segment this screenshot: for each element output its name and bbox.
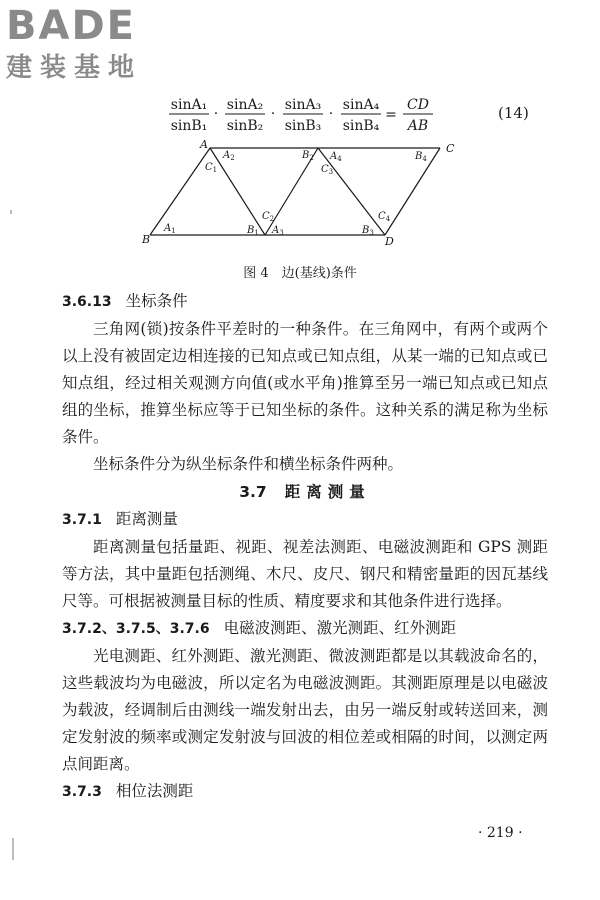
- angle-b1-label: $B_1$: [247, 225, 259, 237]
- edge-q-d: [318, 148, 385, 235]
- watermark-logo: [6, 4, 142, 84]
- page-body: [62, 288, 548, 806]
- eq-rhs-denominator: AB: [407, 118, 429, 134]
- angle-c1-label: $C_1$: [205, 162, 218, 174]
- eq-term-2-denominator: sinB₂: [226, 118, 264, 134]
- heading-3-7-3: [62, 778, 548, 806]
- eq-dot-1: ·: [213, 106, 219, 122]
- eq-rhs-numerator: CD: [407, 97, 429, 113]
- paragraph-distance-measurement: 距离测量包括量距、视距、视差法测距、电磁波测距和 GPS 测距等方法，其中量距包括测绳、木尺、皮尺、钢尺和精密量距的因瓦基线尺等。可根据被测量目标的性质、精度要求和其他条件进行选择。: [62, 538, 548, 610]
- eq-term-4-numerator: sinA₄: [342, 97, 380, 113]
- page-number: · 219 ·: [478, 825, 523, 841]
- eq-term-3-numerator: sinA₃: [284, 97, 322, 113]
- eq-term-1-denominator: sinB₁: [170, 118, 208, 134]
- angle-b3-label: $B_3$: [362, 225, 374, 237]
- eq-term-1-numerator: sinA₁: [170, 97, 208, 113]
- angle-a2-label: $A_2$: [223, 150, 235, 162]
- eq-term-4-denominator: sinB₄: [342, 118, 380, 134]
- heading-3-7-2: [62, 615, 548, 643]
- eq-dot-2: ·: [270, 106, 276, 122]
- angle-c4-label: $C_4$: [378, 211, 391, 223]
- heading-number: 3.6.13: [62, 294, 112, 310]
- eq-term-2-numerator: sinA₂: [226, 97, 264, 113]
- eq-term-3-denominator: sinB₃: [284, 118, 322, 134]
- logo-wordmark: BADE: [6, 3, 136, 49]
- angle-c3-label: $C_3$: [321, 164, 334, 176]
- edge-d-c: [385, 148, 440, 235]
- paragraph-coordinate-condition: 三角网(锁)按条件平差时的一种条件。在三角网中，有两个或两个以上没有被固定边相连接的已知点或已知点组，从某一端的已知点或已知点组，经过相关观测方向值(或水平角)推算至另一端已知点或已知点组的坐标，推算坐标应等于已知坐标的条件。这种关系的满足称为坐标条件。: [62, 320, 548, 446]
- angle-b2-label: $B_2$: [302, 150, 314, 162]
- heading-number: 3.7.2、3.7.5、3.7.6: [62, 621, 210, 637]
- heading-title: 电磁波测距、激光测距、红外测距: [223, 619, 457, 637]
- heading-3-7-1: [62, 506, 548, 534]
- point-d-label: D: [385, 235, 394, 248]
- angle-c2-label: $C_2$: [262, 211, 275, 223]
- logo-subtitle: 建装基地: [6, 53, 143, 83]
- heading-number: 3.7.3: [62, 784, 102, 800]
- angle-a4-label: $A_4$: [330, 151, 342, 163]
- point-b-label: B: [142, 233, 151, 246]
- point-a-label: A: [200, 140, 208, 151]
- edge-b-a: [150, 148, 210, 235]
- heading-3-6-13: [62, 288, 548, 316]
- heading-number: 3.7.1: [62, 512, 102, 528]
- eq-equals: =: [385, 107, 397, 123]
- heading-title: 相位法测距: [115, 782, 194, 800]
- paragraph-electromagnetic: 光电测距、红外测距、激光测距、微波测距都是以其载波命名的，这些载波均为电磁波，所以定名为电磁波测距。其测距原理是以电磁波为载波，经调制后由测线一端发射出去，由另一端反射或转送回来，测定发射波的频率或测定发射波与回波的相位差或相隔的时间，以测定两点间距离。: [62, 647, 548, 773]
- angle-a1-label: $A_1$: [164, 223, 176, 235]
- section-number: 3.7: [239, 483, 267, 501]
- heading-title: 距离测量: [115, 510, 178, 528]
- equation-number: (14): [498, 104, 529, 122]
- figure-caption: 图 4 边(基线)条件: [243, 266, 357, 281]
- section-title-3-7: [62, 478, 548, 506]
- scan-margin-mark: [12, 838, 14, 860]
- equation-14: [165, 92, 445, 140]
- heading-title: 坐标条件: [125, 292, 188, 310]
- eq-dot-3: ·: [328, 106, 334, 122]
- edge-a-p: [210, 148, 265, 235]
- angle-a3-label: $A_3$: [272, 225, 284, 237]
- triangle-chain-figure: [140, 140, 470, 248]
- scan-margin-mark: [10, 210, 12, 214]
- angle-b4-label: $B_4$: [415, 151, 427, 163]
- paragraph-coordinate-types: 坐标条件分为纵坐标条件和横坐标条件两种。: [93, 455, 404, 473]
- section-name: 距离测量: [284, 482, 371, 501]
- point-c-label: C: [446, 142, 455, 155]
